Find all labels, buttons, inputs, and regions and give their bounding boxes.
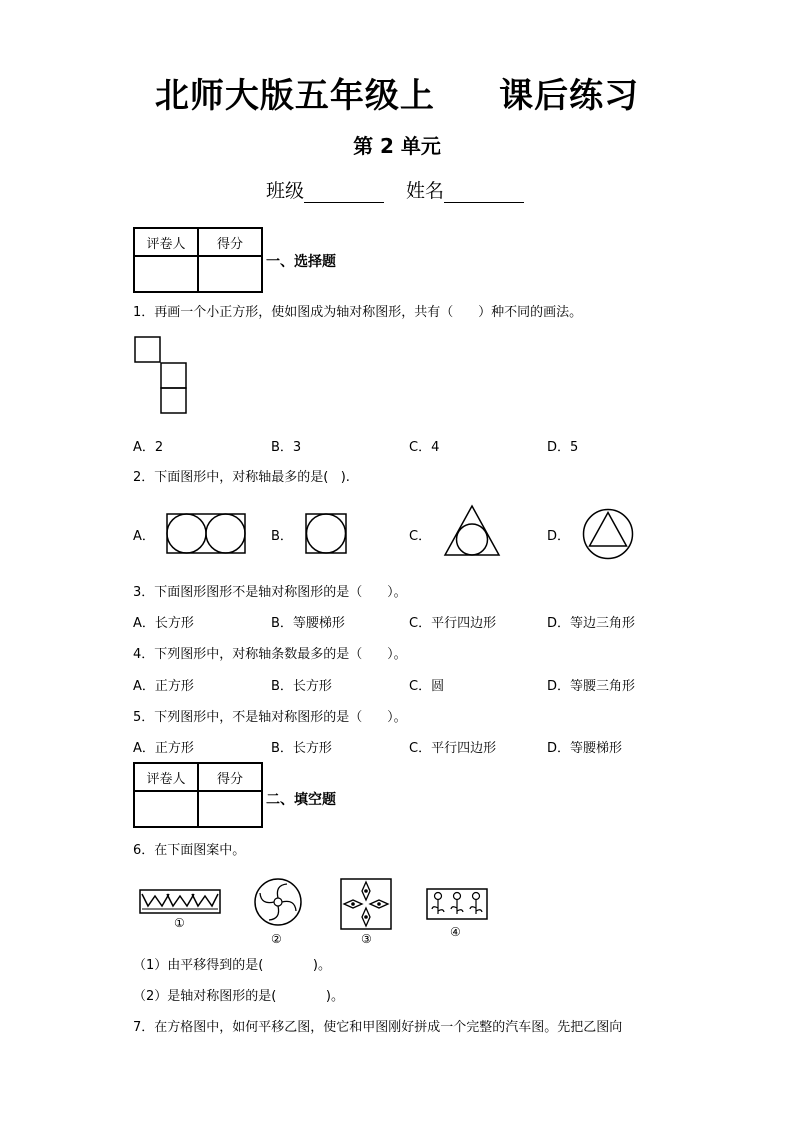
circle-in-square-figure — [305, 513, 348, 555]
q5-option-a[interactable]: A．正方形 — [133, 741, 194, 756]
q5-option-c[interactable]: C．平行四边形 — [409, 741, 497, 756]
q2-option-b[interactable]: B． — [271, 529, 293, 544]
diamond-flower-square-figure — [340, 878, 392, 930]
question-7: 7．在方格图中，如何平移乙图，使它和甲图刚好拼成一个完整的汽车图。先把乙图向 — [133, 1020, 623, 1035]
q4-option-c[interactable]: C．圆 — [409, 679, 445, 694]
section-title-choice: 一、选择题 — [266, 254, 336, 270]
q1-option-c[interactable]: C．4 — [409, 440, 440, 455]
flowers-band-figure — [426, 888, 488, 920]
page-title: 北师大版五年级上 课后练习 — [154, 76, 640, 116]
score-box-1 — [133, 227, 263, 293]
q3-option-a[interactable]: A．长方形 — [133, 616, 194, 631]
score-cell[interactable] — [198, 256, 262, 292]
figure-label-2: ② — [271, 932, 282, 946]
score-box-2 — [133, 762, 263, 828]
q1-option-a[interactable]: A．2 — [133, 440, 164, 455]
pinwheel-circle-figure — [253, 877, 303, 927]
grader-cell[interactable] — [134, 791, 198, 827]
question-6-part-2[interactable]: （2）是轴对称图形的是( )。 — [133, 989, 345, 1004]
name-field — [406, 176, 524, 203]
figure-label-3: ③ — [361, 932, 372, 946]
question-4: 4．下列图形中，对称轴条数最多的是（ ）。 — [133, 647, 407, 662]
q5-option-b[interactable]: B．长方形 — [271, 741, 332, 756]
question-6: 6．在下面图案中。 — [133, 843, 246, 858]
score-label: 得分 — [198, 228, 262, 256]
score-cell[interactable] — [198, 791, 262, 827]
question-1: 1．再画一个小正方形，使如图成为轴对称图形，共有（ ）种不同的画法。 — [133, 305, 583, 320]
q2-option-c[interactable]: C． — [409, 529, 432, 544]
question-2: 2．下面图形中，对称轴最多的是( ). — [133, 470, 350, 485]
class-field — [266, 176, 384, 203]
section-title-fill: 二、填空题 — [266, 792, 336, 808]
q4-option-b[interactable]: B．长方形 — [271, 679, 332, 694]
q2-option-a[interactable]: A． — [133, 529, 155, 544]
q4-option-a[interactable]: A．正方形 — [133, 679, 194, 694]
q3-option-c[interactable]: C．平行四边形 — [409, 616, 497, 631]
q3-option-d[interactable]: D．等边三角形 — [547, 616, 636, 631]
grader-label: 评卷人 — [134, 228, 198, 256]
q2-option-d[interactable]: D． — [547, 529, 571, 544]
unit-subtitle: 第 2 单元 — [353, 134, 441, 158]
figure-label-1: ① — [174, 916, 185, 930]
name-label: 姓名 — [406, 180, 445, 202]
two-circles-in-rectangle-figure — [166, 513, 246, 555]
figure-label-4: ④ — [450, 925, 461, 939]
question-5: 5．下列图形中，不是轴对称图形的是（ ）。 — [133, 710, 407, 725]
q3-option-b[interactable]: B．等腰梯形 — [271, 616, 345, 631]
crown-band-pattern-figure — [139, 889, 221, 915]
grader-cell[interactable] — [134, 256, 198, 292]
q1-option-b[interactable]: B．3 — [271, 440, 302, 455]
name-blank[interactable] — [444, 184, 524, 203]
grader-label: 评卷人 — [134, 763, 198, 791]
q5-option-d[interactable]: D．等腰梯形 — [547, 741, 623, 756]
q1-squares-figure — [133, 336, 193, 416]
q1-option-d[interactable]: D．5 — [547, 440, 579, 455]
question-3: 3．下面图形图形不是轴对称图形的是（ ）。 — [133, 585, 407, 600]
class-blank[interactable] — [304, 184, 384, 203]
class-label: 班级 — [266, 180, 305, 202]
triangle-in-circle-figure — [582, 508, 634, 560]
score-label: 得分 — [198, 763, 262, 791]
q4-option-d[interactable]: D．等腰三角形 — [547, 679, 636, 694]
circle-in-triangle-figure — [443, 505, 501, 557]
question-6-part-1[interactable]: （1）由平移得到的是( )。 — [133, 958, 332, 973]
